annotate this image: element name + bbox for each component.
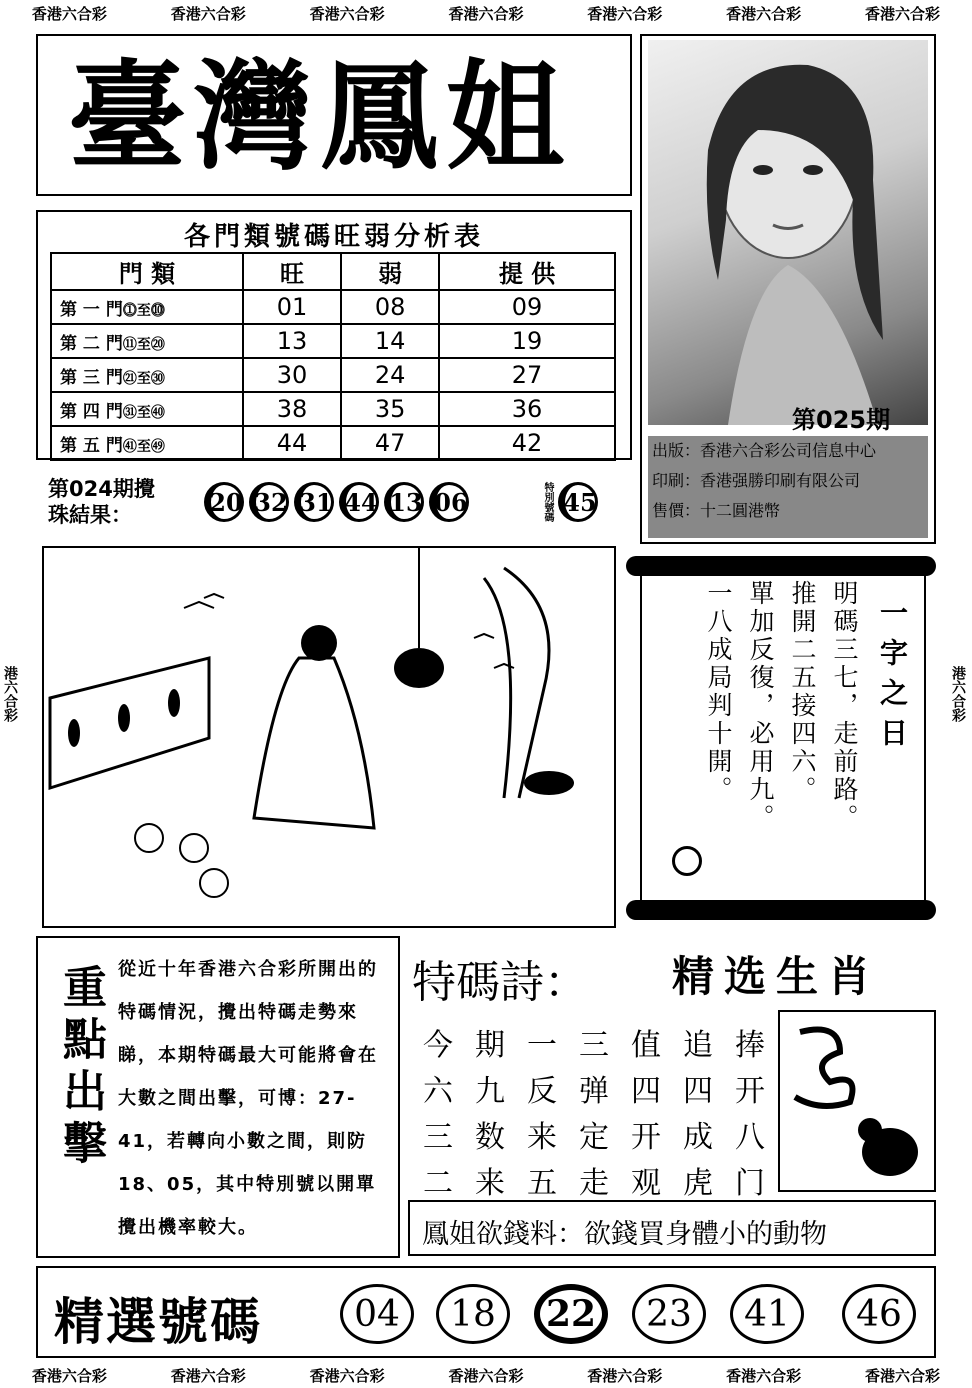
result-ball: 06 (429, 482, 469, 522)
analysis-table-box (36, 210, 632, 460)
poem-char: 一 (527, 1028, 557, 1063)
poem-char: 八 (735, 1120, 765, 1155)
poem-char: 走 (579, 1166, 609, 1201)
top-border-strip (0, 0, 972, 26)
door-cell: 第 三 門㉑至㉚ (51, 358, 243, 392)
selected-number: 18 (436, 1284, 510, 1344)
publisher-line: 出版：香港六合彩公司信息中心 (652, 441, 877, 460)
poem-char: 追 (683, 1028, 713, 1063)
photo-box (640, 34, 936, 544)
poem-char: 二 (423, 1166, 453, 1201)
poem-char: 观 (631, 1166, 661, 1201)
poem-char: 开 (631, 1120, 661, 1155)
results-label-line2: 珠結果： (48, 503, 132, 527)
table-row (51, 324, 615, 358)
illustration-box (42, 546, 616, 928)
tema-poem-grid (412, 1020, 776, 1204)
border-text: 港六合彩 (950, 666, 966, 722)
poem-char: 虎 (683, 1166, 713, 1201)
zodiac-title: 精选生肖 (672, 952, 881, 1001)
poem-char: 四 (683, 1074, 713, 1109)
border-text: 香港六合彩 (309, 4, 385, 23)
table-caption: 各門類號碼旺弱分析表 (183, 222, 484, 252)
wang-cell: 44 (243, 426, 341, 460)
poem-row (412, 1112, 776, 1158)
wang-cell: 13 (243, 324, 341, 358)
left-border-strip (0, 26, 24, 1362)
ti-cell: 19 (439, 324, 615, 358)
seal-icon (672, 846, 702, 876)
poem-char: 六 (423, 1074, 453, 1109)
publisher-info (648, 436, 928, 538)
selected-number: 46 (842, 1284, 916, 1344)
border-text: 香港六合彩 (170, 1366, 246, 1385)
table-row (51, 290, 615, 324)
poem-char: 来 (527, 1120, 557, 1155)
table-row (51, 392, 615, 426)
ruo-cell: 24 (341, 358, 439, 392)
focus-box (36, 936, 400, 1258)
border-text: 香港六合彩 (448, 4, 524, 23)
selected-label: 精選號碼 (54, 1292, 262, 1351)
border-text: 港六合彩 (2, 666, 18, 722)
wang-cell: 01 (243, 290, 341, 324)
tema-poem-title: 特碼詩： (412, 957, 588, 1008)
border-text: 香港六合彩 (864, 4, 940, 23)
portrait-silhouette-icon (648, 40, 928, 425)
right-border-strip (948, 26, 972, 1362)
ti-cell: 09 (439, 290, 615, 324)
poem-char: 三 (579, 1028, 609, 1063)
special-ball-wrap (558, 482, 603, 522)
issue-number: 第025期 (792, 406, 891, 434)
result-ball: 31 (294, 482, 334, 522)
wang-cell: 30 (243, 358, 341, 392)
poem-char: 数 (475, 1120, 505, 1155)
poem-char: 九 (475, 1074, 505, 1109)
poem-char: 期 (475, 1028, 505, 1063)
poem-heading: 一字之日 (876, 598, 909, 758)
scroll-rod-top (626, 556, 936, 576)
dragon-monkey-icon (780, 1012, 934, 1190)
scroll-rod-bottom (626, 900, 936, 920)
poem-char: 反 (527, 1074, 557, 1109)
table-row (51, 358, 615, 392)
header-ti: 提 供 (439, 253, 615, 290)
poem-char: 今 (423, 1028, 453, 1063)
border-text: 香港六合彩 (587, 1366, 663, 1385)
poem-char: 弹 (579, 1074, 609, 1109)
poem-row (412, 1020, 776, 1066)
selected-number: 41 (730, 1284, 804, 1344)
focus-heading: 重點出擊 (55, 964, 106, 1172)
result-ball: 13 (384, 482, 424, 522)
border-text: 香港六合彩 (864, 1366, 940, 1385)
table-row (51, 426, 615, 460)
ruo-cell: 47 (341, 426, 439, 460)
special-ball: 45 (558, 482, 598, 522)
focus-text: 從近十年香港六合彩所開出的特碼情況，攪出特碼走勢來睇，本期特碼最大可能將會在大數之間出擊，可博：27-41，若轉向小數之間，則防18、05，其中特別號以開單攪出機率較大。 (118, 959, 378, 1238)
poem-char: 开 (735, 1074, 765, 1109)
border-text: 香港六合彩 (448, 1366, 524, 1385)
ruo-cell: 35 (341, 392, 439, 426)
result-ball: 44 (339, 482, 379, 522)
poem-char: 定 (579, 1120, 609, 1155)
border-text: 香港六合彩 (587, 4, 663, 23)
border-text: 香港六合彩 (170, 4, 246, 23)
poem-char: 五 (527, 1166, 557, 1201)
ti-cell: 36 (439, 392, 615, 426)
ruo-cell: 08 (341, 290, 439, 324)
door-cell: 第 一 門⓵至⓾ (51, 290, 243, 324)
border-text: 香港六合彩 (726, 4, 802, 23)
money-box (408, 1200, 936, 1256)
poem-line-3: 單加反復，必用九。 (746, 580, 775, 832)
bottom-border-strip (0, 1362, 972, 1388)
door-cell: 第 五 門㊶至㊾ (51, 426, 243, 460)
poem-row (412, 1158, 776, 1204)
poem-char: 三 (423, 1120, 453, 1155)
page-title: 臺灣鳳姐 (68, 47, 573, 186)
analysis-table (50, 252, 616, 461)
title-box (36, 34, 632, 196)
poem-char: 值 (631, 1028, 661, 1063)
header-wang: 旺 (243, 253, 341, 290)
border-text: 香港六合彩 (31, 4, 107, 23)
poem-char: 四 (631, 1074, 661, 1109)
results-balls (204, 482, 474, 522)
border-text: 香港六合彩 (726, 1366, 802, 1385)
poem-char: 成 (683, 1120, 713, 1155)
door-cell: 第 二 門⑪至⑳ (51, 324, 243, 358)
poem-line-2: 推開二五接四六。 (788, 580, 817, 804)
result-ball: 20 (204, 482, 244, 522)
selected-number: 04 (340, 1284, 414, 1344)
money-text: 鳳姐欲錢料：欲錢買身體小的動物 (422, 1219, 827, 1250)
selected-number: 22 (534, 1284, 608, 1344)
printer-line: 印刷：香港强勝印刷有限公司 (652, 471, 861, 490)
poem-char: 门 (735, 1166, 765, 1201)
wang-cell: 38 (243, 392, 341, 426)
poem-char: 捧 (735, 1028, 765, 1063)
ruo-cell: 14 (341, 324, 439, 358)
price-line: 售價：十二圓港幣 (652, 501, 781, 520)
portrait-photo (648, 40, 928, 425)
border-text: 香港六合彩 (31, 1366, 107, 1385)
ti-cell: 27 (439, 358, 615, 392)
poem-scroll (640, 576, 926, 900)
special-label: 特別號碼 (542, 482, 553, 522)
poem-row (412, 1066, 776, 1112)
scholar-illustration-icon (44, 548, 614, 926)
door-cell: 第 四 門㉛至㊵ (51, 392, 243, 426)
zodiac-box (778, 1010, 936, 1192)
poem-line-4: 一八成局判十開。 (704, 580, 733, 804)
poem-line-1: 明碼三七，走前路。 (830, 580, 859, 832)
results-label-line1: 第024期攪 (48, 477, 155, 501)
results-label (48, 476, 155, 528)
header-door: 門 類 (51, 253, 243, 290)
poem-char: 来 (475, 1166, 505, 1201)
result-ball: 32 (249, 482, 289, 522)
selected-number: 23 (632, 1284, 706, 1344)
ti-cell: 42 (439, 426, 615, 460)
header-ruo: 弱 (341, 253, 439, 290)
border-text: 香港六合彩 (309, 1366, 385, 1385)
table-header-row (51, 253, 615, 290)
